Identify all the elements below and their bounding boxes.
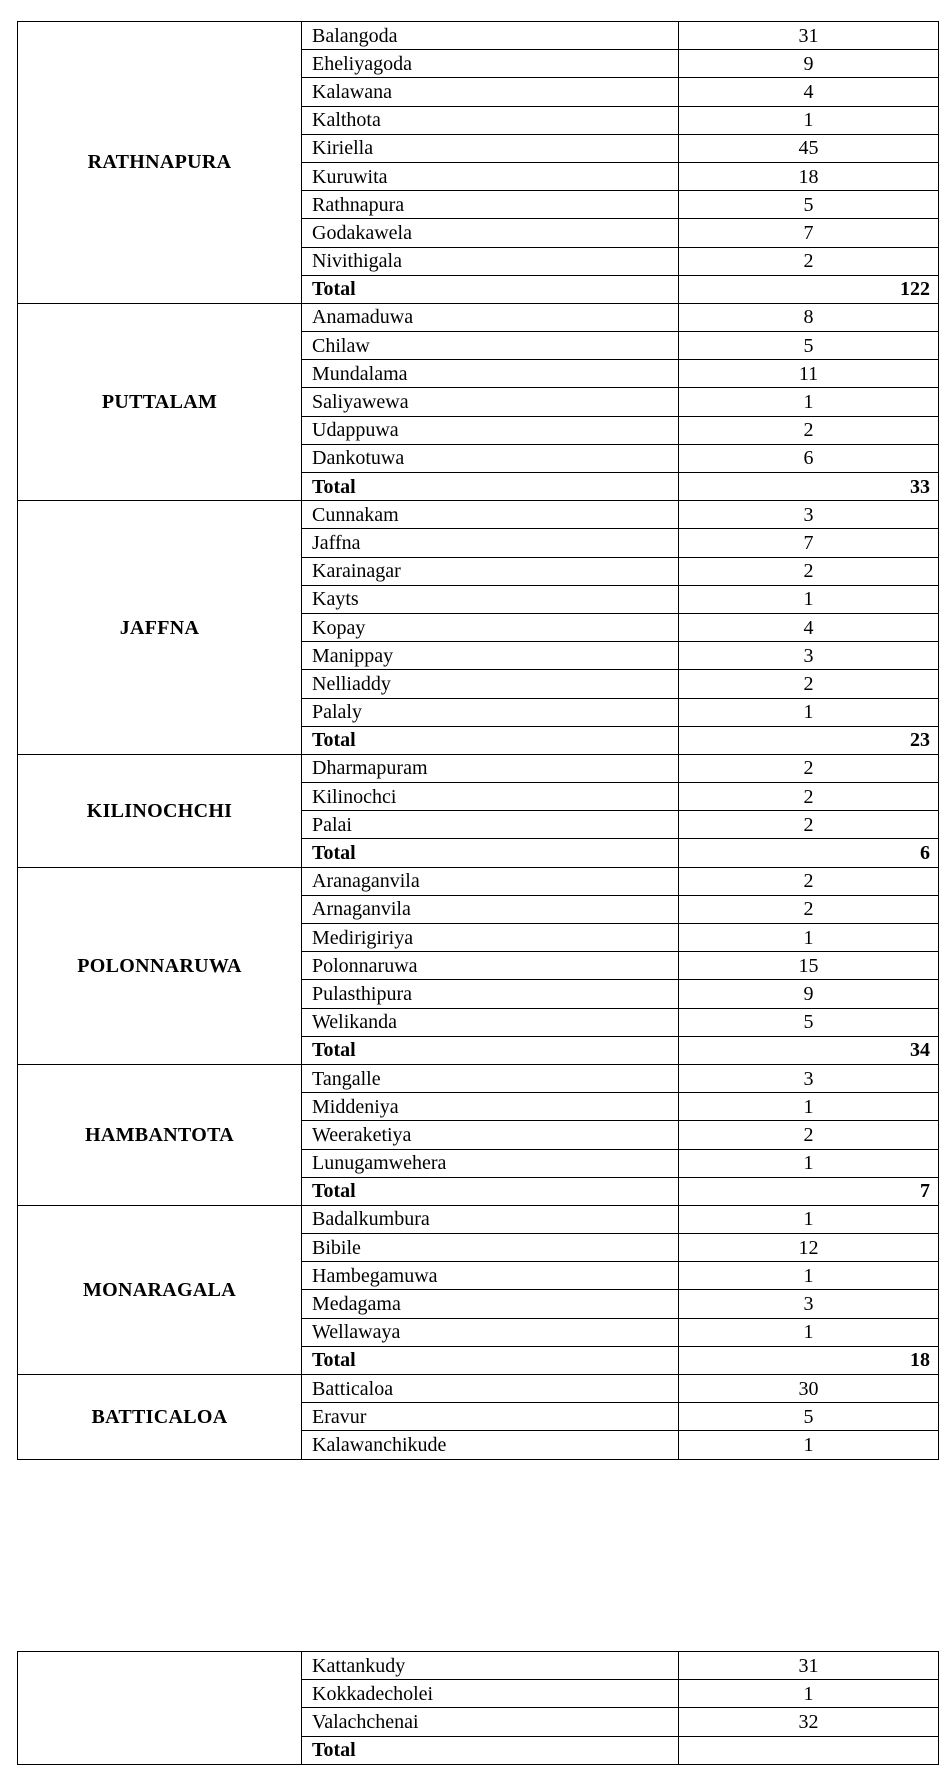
town-name: Palaly [302,698,679,726]
town-count: 12 [679,1234,939,1262]
table-row [18,754,939,782]
town-name: Middeniya [302,1093,679,1121]
district-name: KILINOCHCHI [18,754,302,867]
table-row [18,867,939,895]
town-count: 2 [679,416,939,444]
table-row [18,303,939,331]
district-name: MONARAGALA [18,1205,302,1374]
district-name: PUTTALAM [18,303,302,500]
town-name: Arnaganvila [302,895,679,923]
town-name: Weeraketiya [302,1121,679,1149]
town-count: 1 [679,1680,939,1708]
town-count: 4 [679,78,939,106]
district-name: JAFFNA [18,501,302,755]
town-name: Kalthota [302,106,679,134]
town-count: 1 [679,1318,939,1346]
town-count: 2 [679,754,939,782]
town-count: 9 [679,980,939,1008]
district-table [17,21,939,1460]
town-count: 2 [679,895,939,923]
town-name: Cunnakam [302,501,679,529]
town-name: Kiriella [302,134,679,162]
total-label: Total [302,1036,679,1064]
town-name: Pulasthipura [302,980,679,1008]
town-name: Kokkadecholei [302,1680,679,1708]
town-count: 2 [679,670,939,698]
town-count: 30 [679,1375,939,1403]
town-name: Balangoda [302,22,679,50]
town-name: Medirigiriya [302,924,679,952]
table-row [18,1652,939,1680]
town-name: Batticaloa [302,1375,679,1403]
town-name: Badalkumbura [302,1205,679,1233]
town-count: 1 [679,1149,939,1177]
town-name: Kattankudy [302,1652,679,1680]
town-count: 1 [679,1262,939,1290]
total-value: 33 [679,473,939,501]
town-name: Kalawanchikude [302,1431,679,1459]
town-name: Nelliaddy [302,670,679,698]
town-count: 5 [679,332,939,360]
town-name: Hambegamuwa [302,1262,679,1290]
town-name: Valachchenai [302,1708,679,1736]
town-count: 2 [679,867,939,895]
total-label: Total [302,839,679,867]
town-count: 2 [679,247,939,275]
total-value: 23 [679,726,939,754]
town-count: 11 [679,360,939,388]
town-name: Kopay [302,613,679,641]
town-count: 3 [679,1290,939,1318]
town-name: Eravur [302,1403,679,1431]
town-count: 6 [679,444,939,472]
table-row [18,501,939,529]
table-row [18,1375,939,1403]
town-name: Kilinochci [302,783,679,811]
total-value: 6 [679,839,939,867]
total-value: 7 [679,1177,939,1205]
town-name: Welikanda [302,1008,679,1036]
total-label: Total [302,726,679,754]
town-count: 2 [679,1121,939,1149]
town-count: 1 [679,1431,939,1459]
town-name: Dharmapuram [302,754,679,782]
district-name: RATHNAPURA [18,22,302,304]
total-value: 18 [679,1346,939,1374]
town-name: Kalawana [302,78,679,106]
total-value: 122 [679,275,939,303]
town-count: 15 [679,952,939,980]
total-label: Total [302,1177,679,1205]
town-name: Mundalama [302,360,679,388]
total-value [679,1736,939,1764]
town-count: 4 [679,613,939,641]
town-name: Rathnapura [302,191,679,219]
table-row [18,1205,939,1233]
district-name [18,1652,302,1765]
town-count: 9 [679,50,939,78]
town-count: 1 [679,1205,939,1233]
table-row [18,22,939,50]
town-name: Bibile [302,1234,679,1262]
total-label: Total [302,1346,679,1374]
town-count: 1 [679,924,939,952]
total-label: Total [302,1736,679,1764]
town-name: Kayts [302,585,679,613]
town-name: Saliyawewa [302,388,679,416]
town-name: Dankotuwa [302,444,679,472]
total-value: 34 [679,1036,939,1064]
district-name: HAMBANTOTA [18,1064,302,1205]
town-name: Wellawaya [302,1318,679,1346]
town-count: 1 [679,388,939,416]
town-name: Anamaduwa [302,303,679,331]
town-name: Lunugamwehera [302,1149,679,1177]
town-count: 1 [679,585,939,613]
town-count: 1 [679,106,939,134]
town-count: 31 [679,1652,939,1680]
town-name: Palai [302,811,679,839]
town-count: 5 [679,1403,939,1431]
town-count: 3 [679,501,939,529]
town-name: Manippay [302,642,679,670]
town-name: Jaffna [302,529,679,557]
town-count: 2 [679,783,939,811]
total-label: Total [302,275,679,303]
total-label: Total [302,473,679,501]
town-name: Aranaganvila [302,867,679,895]
table-row [18,1064,939,1092]
town-count: 3 [679,642,939,670]
town-count: 3 [679,1064,939,1092]
town-count: 31 [679,22,939,50]
district-table-continued [17,1651,939,1765]
town-name: Kuruwita [302,162,679,190]
town-name: Udappuwa [302,416,679,444]
town-count: 5 [679,1008,939,1036]
town-count: 2 [679,811,939,839]
town-name: Chilaw [302,332,679,360]
town-count: 32 [679,1708,939,1736]
district-name: BATTICALOA [18,1375,302,1460]
town-name: Nivithigala [302,247,679,275]
town-count: 8 [679,303,939,331]
town-count: 2 [679,557,939,585]
town-count: 45 [679,134,939,162]
town-name: Karainagar [302,557,679,585]
town-count: 7 [679,529,939,557]
town-name: Godakawela [302,219,679,247]
town-count: 18 [679,162,939,190]
town-name: Tangalle [302,1064,679,1092]
town-name: Eheliyagoda [302,50,679,78]
town-count: 7 [679,219,939,247]
district-name: POLONNARUWA [18,867,302,1064]
town-count: 1 [679,698,939,726]
town-count: 1 [679,1093,939,1121]
town-name: Polonnaruwa [302,952,679,980]
town-name: Medagama [302,1290,679,1318]
town-count: 5 [679,191,939,219]
